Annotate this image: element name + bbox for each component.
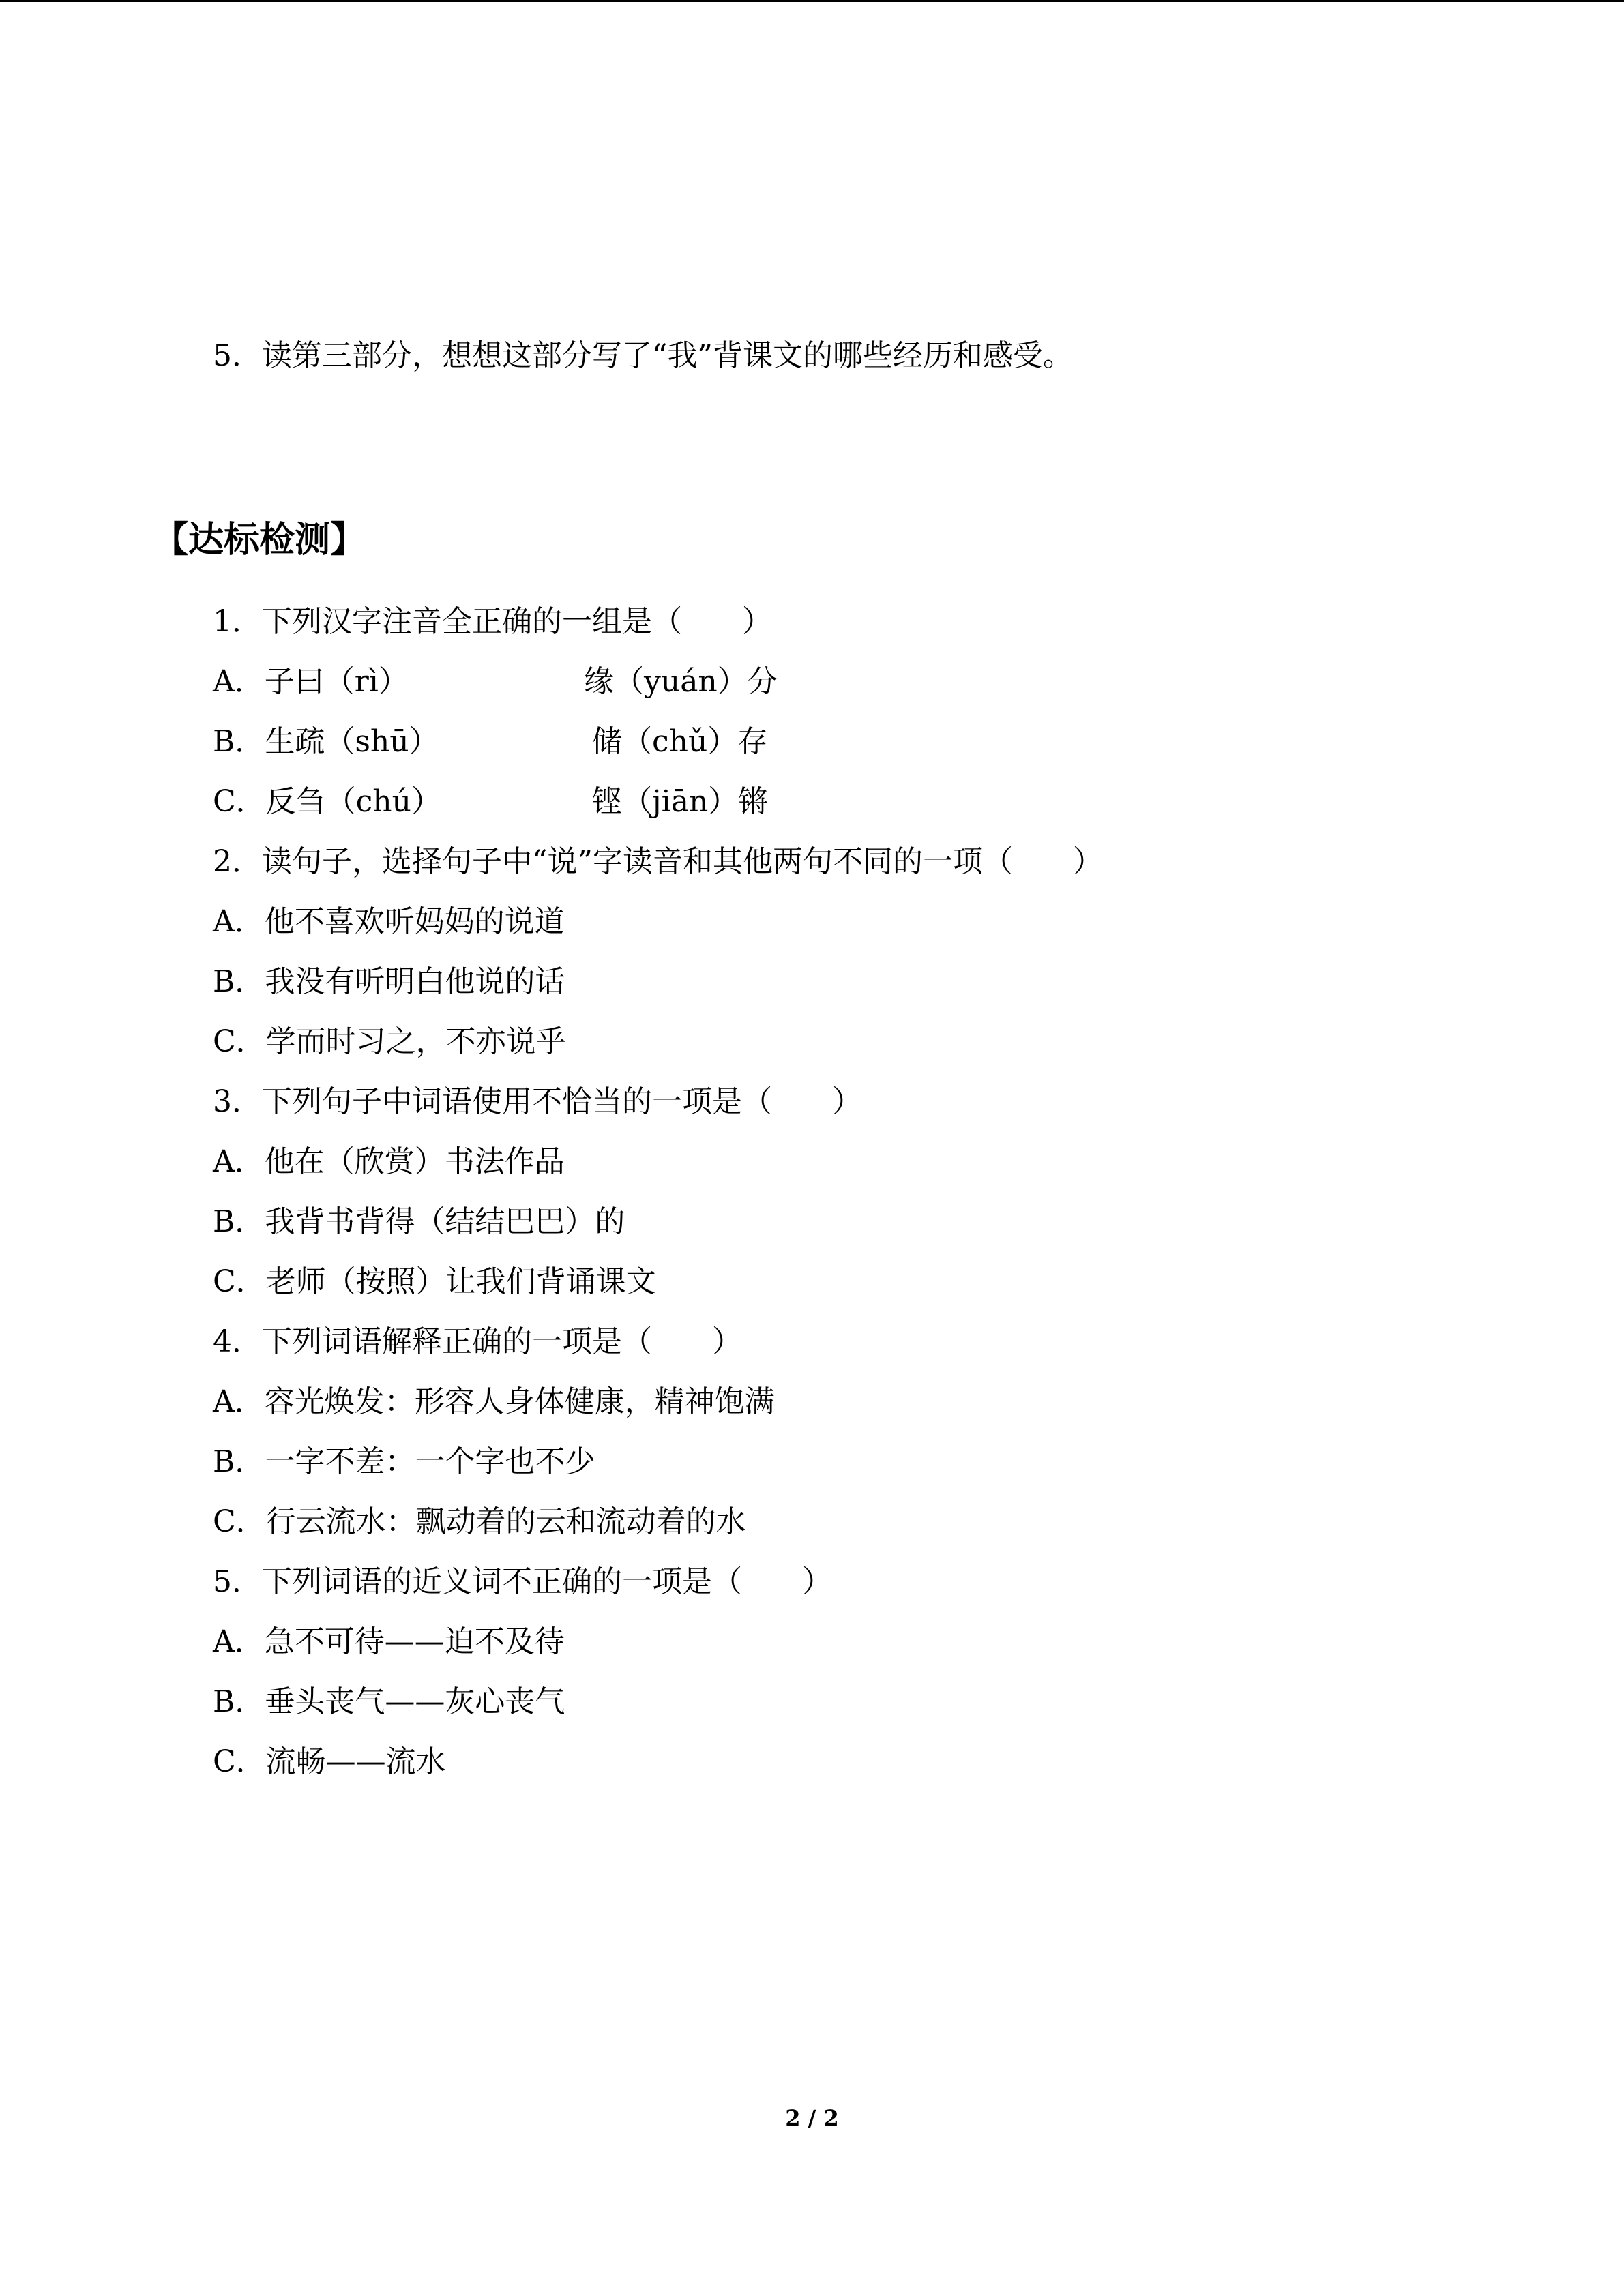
q3-option-b: B．我背书背得（结结巴巴）的 xyxy=(213,1204,625,1239)
q1-stem: 1．下列汉字注音全正确的一组是（ ） xyxy=(213,604,772,639)
q1-option-a-second: 缘（yuán）分 xyxy=(584,664,778,699)
q1-option-a: A．子曰（rì） xyxy=(213,664,409,699)
q2-stem: 2．读句子，选择句子中“说”字读音和其他两句不同的一项（ ） xyxy=(213,844,1103,879)
q3-option-c: C．老师（按照）让我们背诵课文 xyxy=(213,1264,656,1299)
q3-stem: 3．下列句子中词语使用不恰当的一项是（ ） xyxy=(213,1084,862,1119)
q1-option-b: B．生疏（shū） xyxy=(213,724,439,759)
q1-option-c-second: 铿（jiān）锵 xyxy=(592,784,769,819)
question-5-reading: 5．读第三部分，想想这部分写了“我”背课文的哪些经历和感受。 xyxy=(213,338,1073,373)
q4-option-c: C．行云流水：飘动着的云和流动着的水 xyxy=(213,1504,746,1539)
q1-option-c: C．反刍（chú） xyxy=(213,784,441,819)
top-border-line xyxy=(0,0,1624,2)
q4-option-b: B．一字不差：一个字也不少 xyxy=(213,1444,595,1479)
q2-option-b: B．我没有听明白他说的话 xyxy=(213,964,565,999)
q2-option-c: C．学而时习之，不亦说乎 xyxy=(213,1024,566,1059)
q5-option-b: B．垂头丧气——灰心丧气 xyxy=(213,1684,565,1719)
q2-option-a: A．他不喜欢听妈妈的说道 xyxy=(213,904,565,939)
section-heading: 【达标检测】 xyxy=(153,520,366,561)
q5-option-a: A．急不可待——迫不及待 xyxy=(213,1624,565,1659)
q5-option-c: C．流畅——流水 xyxy=(213,1744,446,1779)
page-number: 2 / 2 xyxy=(785,2105,839,2131)
q4-option-a: A．容光焕发：形容人身体健康，精神饱满 xyxy=(213,1384,775,1419)
q1-option-b-second: 储（chǔ）存 xyxy=(592,724,768,759)
q5-stem: 5．下列词语的近义词不正确的一项是（ ） xyxy=(213,1564,832,1599)
q4-stem: 4．下列词语解释正确的一项是（ ） xyxy=(213,1324,742,1359)
q3-option-a: A．他在（欣赏）书法作品 xyxy=(213,1144,565,1179)
